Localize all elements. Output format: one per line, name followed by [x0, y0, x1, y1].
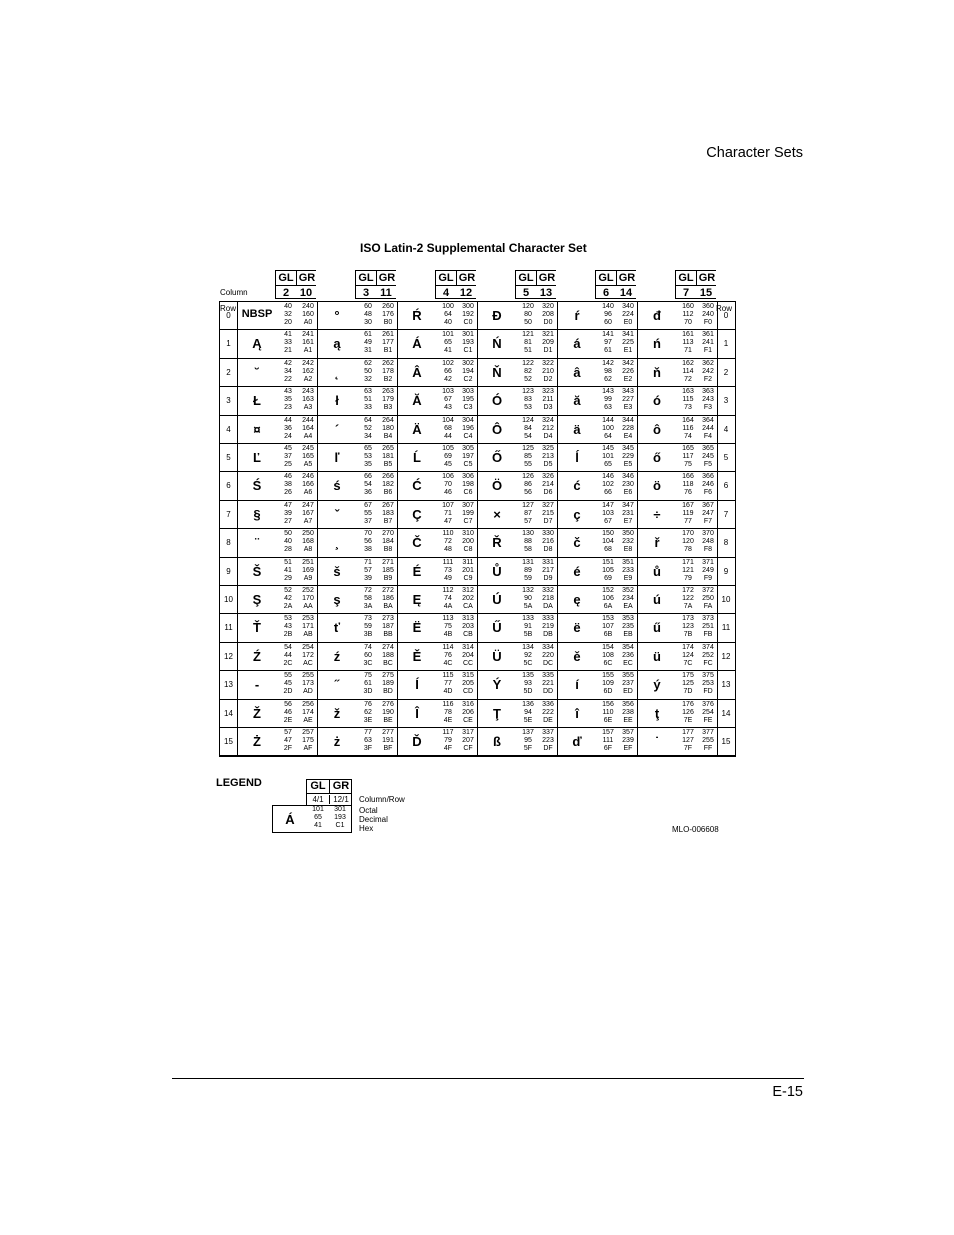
character-glyph: Ů: [492, 563, 502, 579]
character-cell: ° 60 48 30 260 176 B0: [318, 302, 398, 330]
character-cell: Í 115 77 4D 315 205 CD: [398, 671, 478, 699]
row-number-right: 14: [716, 700, 736, 728]
page-header-title: Character Sets: [706, 145, 803, 161]
character-glyph: Ţ: [493, 705, 501, 721]
character-glyph: Ľ: [253, 450, 261, 465]
character-glyph: Ł: [253, 393, 261, 409]
character-cell: ţ 176 126 7E 376 254 FE: [638, 700, 718, 728]
character-glyph: Ă: [412, 393, 422, 409]
legend-gr-octal: 301: [334, 806, 346, 813]
character-cell: Ô 124 84 54 324 212 D4: [478, 416, 558, 444]
character-glyph: ĺ: [575, 450, 579, 465]
character-cell: Ş 52 42 2A 252 170 AA: [238, 586, 318, 614]
gr-label: GR: [296, 271, 317, 285]
character-cell: ¤ 44 36 24 244 164 A4: [238, 416, 318, 444]
character-glyph: Î: [415, 705, 419, 721]
gl-label: GL: [678, 272, 694, 284]
character-glyph: É: [412, 563, 422, 579]
character-cell: ˛ 62 50 32 262 178 B2: [318, 359, 398, 387]
character-glyph: Ť: [253, 620, 261, 636]
character-glyph: Ż: [253, 734, 261, 749]
character-glyph: ×: [493, 506, 501, 522]
character-cell: Ű 133 91 5B 333 219 DB: [478, 614, 558, 642]
character-cell: ř 170 120 78 370 248 F8: [638, 529, 718, 557]
character-glyph: ó: [653, 393, 661, 409]
character-glyph: Ô: [491, 421, 503, 437]
row-label-right: Row: [716, 304, 733, 313]
character-cell: Ŕ 100 64 40 300 192 C0: [398, 302, 478, 330]
row-number-left: 1: [220, 330, 238, 358]
character-cell: × 127 87 57 327 215 D7: [478, 501, 558, 529]
character-cell: ¸ 70 56 38 270 184 B8: [318, 529, 398, 557]
row-number-left: 12: [220, 643, 238, 671]
character-cell: â 142 98 62 342 226 E2: [558, 359, 638, 387]
character-glyph: Ř: [492, 535, 502, 551]
character-glyph: ¸: [334, 535, 340, 551]
row-number-left: 13: [220, 671, 238, 699]
gl-column-number: 6: [596, 285, 616, 300]
character-cell: Ú 132 90 5A 332 218 DA: [478, 586, 558, 614]
gl-label: GL: [278, 272, 294, 284]
row-number-right: 6: [716, 472, 736, 500]
character-cell: Ň 122 82 52 322 210 D2: [478, 359, 558, 387]
character-glyph: ˘: [254, 364, 260, 380]
character-cell: ë 153 107 6B 353 235 EB: [558, 614, 638, 642]
row-number-left: 6: [220, 472, 238, 500]
character-cell: ă 143 99 63 343 227 E3: [558, 387, 638, 415]
column-header-2: [275, 270, 316, 299]
row-number-left: 7: [220, 501, 238, 529]
character-glyph: ô: [653, 421, 661, 437]
legend-title: LEGEND: [216, 777, 262, 789]
character-glyph: Ź: [253, 648, 261, 664]
character-cell: Ń 121 81 51 321 209 D1: [478, 330, 558, 358]
character-glyph: -: [254, 677, 260, 693]
row-number-right: 0: [716, 302, 736, 330]
gr-label: GR: [376, 271, 397, 285]
legend-gl-decimal: 65: [314, 814, 322, 821]
character-glyph: Ë: [412, 620, 422, 636]
character-cell: ĺ 145 101 65 345 229 E5: [558, 444, 638, 472]
character-glyph: Ö: [491, 478, 503, 494]
character-glyph: Ś: [252, 478, 262, 494]
gl-label: GL: [358, 272, 374, 284]
legend-gl-pos: 4/1: [312, 795, 324, 804]
character-cell: Î 116 78 4E 316 206 CE: [398, 700, 478, 728]
character-cell: Ç 107 71 47 307 199 C7: [398, 501, 478, 529]
column-label: Column: [220, 288, 248, 297]
row-number-left: 2: [220, 359, 238, 387]
character-cell: ˇ 67 55 37 267 183 B7: [318, 501, 398, 529]
character-glyph: Ą: [252, 336, 262, 352]
legend-label-colrow: Column/Row: [359, 795, 405, 804]
character-glyph: §: [253, 506, 261, 522]
character-cell: § 47 39 27 247 167 A7: [238, 501, 318, 529]
row-number-left: 8: [220, 529, 238, 557]
character-cell: Ť 53 43 2B 253 171 AB: [238, 614, 318, 642]
character-cell: Ą 41 33 21 241 161 A1: [238, 330, 318, 358]
character-cell: ď 157 111 6F 357 239 EF: [558, 728, 638, 756]
character-cell: Š 51 41 29 251 169 A9: [238, 558, 318, 586]
character-glyph: ç: [573, 506, 581, 522]
character-cell: Ż 57 47 2F 257 175 AF: [238, 728, 318, 756]
character-cell: ę 152 106 6A 352 234 EA: [558, 586, 638, 614]
character-cell: ą 61 49 31 261 177 B1: [318, 330, 398, 358]
column-header-3: [355, 270, 396, 299]
legend-gl-hex: 41: [314, 822, 322, 829]
character-cell: ˝ 75 61 3D 275 189 BD: [318, 671, 398, 699]
character-cell: Ý 135 93 5D 335 221 DD: [478, 671, 558, 699]
character-glyph: ř: [654, 535, 660, 551]
row-number-right: 2: [716, 359, 736, 387]
character-glyph: ě: [573, 648, 581, 664]
row-number-right: 13: [716, 671, 736, 699]
character-glyph: Ú: [492, 592, 502, 607]
character-glyph: î: [575, 705, 579, 721]
character-cell: ä 144 100 64 344 228 E4: [558, 416, 638, 444]
row-number-left: 0: [220, 302, 238, 330]
character-cell: Ś 46 38 26 246 166 A6: [238, 472, 318, 500]
column-header-6: [595, 270, 636, 299]
character-cell: Ž 56 46 2E 256 174 AE: [238, 700, 318, 728]
character-cell: Đ 120 80 50 320 208 D0: [478, 302, 558, 330]
character-glyph: Ő: [491, 450, 503, 465]
character-glyph: ś: [333, 478, 341, 494]
character-cell: NBSP 40 32 20 240 160 A0: [238, 302, 318, 330]
character-glyph: ţ: [654, 705, 660, 721]
character-cell: ś 66 54 36 266 182 B6: [318, 472, 398, 500]
legend-gl: GL: [310, 780, 326, 792]
gr-column-number: 12: [456, 285, 476, 300]
row-number-left: 9: [220, 558, 238, 586]
character-glyph: ń: [653, 336, 661, 352]
row-number-right: 7: [716, 501, 736, 529]
character-glyph: Đ: [492, 308, 502, 323]
gr-label: GR: [536, 271, 557, 285]
character-glyph: Ĺ: [413, 450, 421, 465]
character-glyph: ž: [333, 705, 341, 721]
legend-gr: GR: [329, 780, 352, 793]
gl-column-number: 4: [436, 285, 456, 300]
row-number-left: 4: [220, 416, 238, 444]
character-cell: Ó 123 83 53 323 211 D3: [478, 387, 558, 415]
character-cell: ˙ 177 127 7F 377 255 FF: [638, 728, 718, 756]
row-number-right: 8: [716, 529, 736, 557]
character-cell: Ü 134 92 5C 334 220 DC: [478, 643, 558, 671]
footer-rule: [172, 1078, 804, 1079]
character-cell: Ř 130 88 58 330 216 D8: [478, 529, 558, 557]
legend-gr-hex: C1: [335, 822, 345, 829]
character-cell: ş 72 58 3A 272 186 BA: [318, 586, 398, 614]
character-glyph: ź: [333, 648, 341, 664]
row-number-left: 15: [220, 728, 238, 756]
character-grid: [219, 301, 736, 757]
character-cell: ý 175 125 7D 375 253 FD: [638, 671, 718, 699]
character-glyph: ¤: [253, 421, 261, 437]
character-glyph: á: [573, 336, 581, 352]
character-cell: ü 174 124 7C 374 252 FC: [638, 643, 718, 671]
character-glyph: ę: [573, 592, 581, 607]
character-glyph: ň: [653, 364, 661, 380]
character-cell: ł 63 51 33 263 179 B3: [318, 387, 398, 415]
figure-id: MLO-006608: [672, 825, 719, 834]
row-number-right: 3: [716, 387, 736, 415]
character-cell: É 111 73 49 311 201 C9: [398, 558, 478, 586]
character-glyph: Ž: [253, 705, 261, 721]
column-header-5: [515, 270, 556, 299]
character-glyph: ă: [573, 393, 581, 409]
character-cell: ö 166 118 76 366 246 F6: [638, 472, 718, 500]
character-glyph: Á: [412, 336, 422, 352]
character-glyph: Â: [412, 364, 422, 380]
gl-column-number: 7: [676, 285, 696, 300]
character-cell: ÷ 167 119 77 367 247 F7: [638, 501, 718, 529]
character-cell: ç 147 103 67 347 231 E7: [558, 501, 638, 529]
gr-label: GR: [696, 271, 717, 285]
row-number-left: 14: [220, 700, 238, 728]
legend-header: [306, 779, 352, 806]
character-glyph: Š: [252, 563, 262, 579]
character-cell: ¨ 50 40 28 250 168 A8: [238, 529, 318, 557]
character-glyph: ö: [653, 478, 661, 494]
legend-label-decimal: Decimal: [359, 815, 388, 824]
character-glyph: Ń: [492, 336, 502, 352]
character-glyph: ą: [333, 336, 341, 352]
character-cell: ó 163 115 73 363 243 F3: [638, 387, 718, 415]
gr-column-number: 10: [296, 285, 316, 300]
character-cell: ť 73 59 3B 273 187 BB: [318, 614, 398, 642]
row-number-right: 10: [716, 586, 736, 614]
character-cell: Ź 54 44 2C 254 172 AC: [238, 643, 318, 671]
character-cell: Ö 126 86 56 326 214 D6: [478, 472, 558, 500]
row-number-right: 4: [716, 416, 736, 444]
character-cell: é 151 105 69 351 233 E9: [558, 558, 638, 586]
row-number-right: 15: [716, 728, 736, 756]
character-glyph: Ş: [252, 592, 262, 607]
character-glyph: đ: [653, 308, 661, 323]
character-glyph: ¨: [254, 535, 260, 551]
character-cell: Â 102 66 42 302 194 C2: [398, 359, 478, 387]
character-glyph: č: [573, 535, 581, 551]
character-set-table: [219, 270, 736, 757]
character-cell: ú 172 122 7A 372 250 FA: [638, 586, 718, 614]
character-cell: ć 146 102 66 346 230 E6: [558, 472, 638, 500]
character-cell: ž 76 62 3E 276 190 BE: [318, 700, 398, 728]
character-glyph: ú: [653, 592, 661, 607]
character-cell: ű 173 123 7B 373 251 FB: [638, 614, 718, 642]
character-glyph: ˝: [334, 677, 340, 693]
character-cell: Ď 117 79 4F 317 207 CF: [398, 728, 478, 756]
character-cell: Á 101 65 41 301 193 C1: [398, 330, 478, 358]
row-number-left: 3: [220, 387, 238, 415]
character-glyph: ő: [653, 450, 661, 465]
character-cell: í 155 109 6D 355 237 ED: [558, 671, 638, 699]
character-cell: Ě 114 76 4C 314 204 CC: [398, 643, 478, 671]
gl-label: GL: [438, 272, 454, 284]
character-cell: ż 77 63 3F 277 191 BF: [318, 728, 398, 756]
character-cell: Ă 103 67 43 303 195 C3: [398, 387, 478, 415]
character-glyph: Ó: [491, 393, 503, 409]
character-glyph: ë: [573, 620, 581, 636]
character-glyph: š: [333, 563, 341, 579]
character-cell: ź 74 60 3C 274 188 BC: [318, 643, 398, 671]
character-glyph: Ď: [412, 734, 422, 749]
legend-gr-decimal: 193: [334, 814, 346, 821]
row-number-left: 10: [220, 586, 238, 614]
character-glyph: ć: [573, 478, 581, 494]
character-glyph: ż: [333, 734, 341, 749]
character-glyph: ű: [653, 620, 661, 636]
character-cell: î 156 110 6E 356 238 EE: [558, 700, 638, 728]
character-glyph: ş: [333, 592, 341, 607]
column-header-4: [435, 270, 476, 299]
character-cell: ě 154 108 6C 354 236 EC: [558, 643, 638, 671]
character-glyph: Ć: [412, 478, 422, 494]
character-glyph: ´: [334, 421, 340, 437]
character-cell: ŕ 140 96 60 340 224 E0: [558, 302, 638, 330]
gr-label: GR: [456, 271, 477, 285]
character-cell: ľ 65 53 35 265 181 B5: [318, 444, 398, 472]
character-glyph: ˙: [654, 734, 660, 749]
character-cell: Ľ 45 37 25 245 165 A5: [238, 444, 318, 472]
character-glyph: Ě: [412, 648, 422, 664]
character-cell: ń 161 113 71 361 241 F1: [638, 330, 718, 358]
character-glyph: ľ: [334, 450, 340, 465]
gr-column-number: 11: [376, 285, 396, 300]
row-number-right: 12: [716, 643, 736, 671]
row-number-right: 1: [716, 330, 736, 358]
row-number-right: 5: [716, 444, 736, 472]
character-glyph: ý: [653, 677, 661, 693]
character-glyph: Ü: [492, 648, 502, 664]
character-glyph: ł: [335, 393, 339, 409]
character-glyph: ß: [493, 734, 501, 749]
row-number-right: 11: [716, 614, 736, 642]
character-glyph: Ç: [412, 506, 422, 522]
gr-column-number: 15: [696, 285, 716, 300]
character-cell: Ő 125 85 55 325 213 D5: [478, 444, 558, 472]
gr-label: GR: [616, 271, 637, 285]
character-glyph: ŕ: [574, 308, 580, 323]
legend-example-cell: [272, 805, 352, 833]
row-number-left: 11: [220, 614, 238, 642]
legend-glyph: Á: [285, 812, 295, 827]
character-glyph: í: [575, 677, 579, 693]
character-glyph: Ň: [492, 364, 502, 380]
character-glyph: ÷: [653, 506, 661, 522]
character-cell: - 55 45 2D 255 173 AD: [238, 671, 318, 699]
character-cell: á 141 97 61 341 225 E1: [558, 330, 638, 358]
character-cell: Ĺ 105 69 45 305 197 C5: [398, 444, 478, 472]
character-glyph: ä: [573, 421, 581, 437]
character-glyph: ˇ: [334, 506, 340, 522]
character-glyph: Č: [412, 535, 422, 551]
legend-gl-octal: 101: [312, 806, 324, 813]
page-number: E-15: [772, 1084, 803, 1100]
gl-column-number: 2: [276, 285, 296, 300]
character-glyph: Ŕ: [412, 308, 422, 323]
row-number-right: 9: [716, 558, 736, 586]
row-number-left: 5: [220, 444, 238, 472]
character-cell: Ů 131 89 59 331 217 D9: [478, 558, 558, 586]
character-glyph: Ę: [412, 592, 422, 607]
character-glyph: ď: [572, 734, 582, 749]
character-cell: Ć 106 70 46 306 198 C6: [398, 472, 478, 500]
character-glyph: Ä: [412, 421, 422, 437]
character-cell: ß 137 95 5F 337 223 DF: [478, 728, 558, 756]
character-glyph: ü: [653, 648, 661, 664]
character-glyph: ů: [653, 563, 661, 579]
character-glyph: ť: [333, 620, 341, 636]
column-header-7: [675, 270, 716, 299]
character-cell: ů 171 121 79 371 249 F9: [638, 558, 718, 586]
row-label-left: Row: [220, 304, 237, 313]
character-glyph: Ű: [492, 620, 502, 636]
character-cell: Ę 112 74 4A 312 202 CA: [398, 586, 478, 614]
gl-label: GL: [518, 272, 534, 284]
character-glyph: °: [334, 308, 340, 323]
character-glyph: Ý: [492, 677, 502, 693]
gl-label: GL: [598, 272, 614, 284]
gr-column-number: 14: [616, 285, 636, 300]
character-glyph: â: [573, 364, 581, 380]
character-cell: ´ 64 52 34 264 180 B4: [318, 416, 398, 444]
character-cell: Ţ 136 94 5E 336 222 DE: [478, 700, 558, 728]
table-title: ISO Latin-2 Supplemental Character Set: [360, 241, 587, 255]
character-cell: ő 165 117 75 365 245 F5: [638, 444, 718, 472]
character-cell: đ 160 112 70 360 240 F0: [638, 302, 718, 330]
gr-column-number: 13: [536, 285, 556, 300]
character-cell: č 150 104 68 350 232 E8: [558, 529, 638, 557]
gl-column-number: 3: [356, 285, 376, 300]
character-glyph: é: [573, 563, 581, 579]
character-cell: ň 162 114 72 362 242 F2: [638, 359, 718, 387]
character-cell: Č 110 72 48 310 200 C8: [398, 529, 478, 557]
character-cell: Ë 113 75 4B 313 203 CB: [398, 614, 478, 642]
character-cell: ˘ 42 34 22 242 162 A2: [238, 359, 318, 387]
legend-gr-pos: 12/1: [329, 795, 352, 804]
character-glyph: ˛: [334, 364, 340, 380]
legend-label-hex: Hex: [359, 824, 374, 833]
character-cell: š 71 57 39 271 185 B9: [318, 558, 398, 586]
character-cell: ô 164 116 74 364 244 F4: [638, 416, 718, 444]
gl-column-number: 5: [516, 285, 536, 300]
character-cell: Ä 104 68 44 304 196 C4: [398, 416, 478, 444]
legend-label-octal: Octal: [359, 806, 378, 815]
character-glyph: Í: [415, 677, 419, 693]
character-glyph: NBSP: [241, 308, 273, 320]
character-cell: Ł 43 35 23 243 163 A3: [238, 387, 318, 415]
